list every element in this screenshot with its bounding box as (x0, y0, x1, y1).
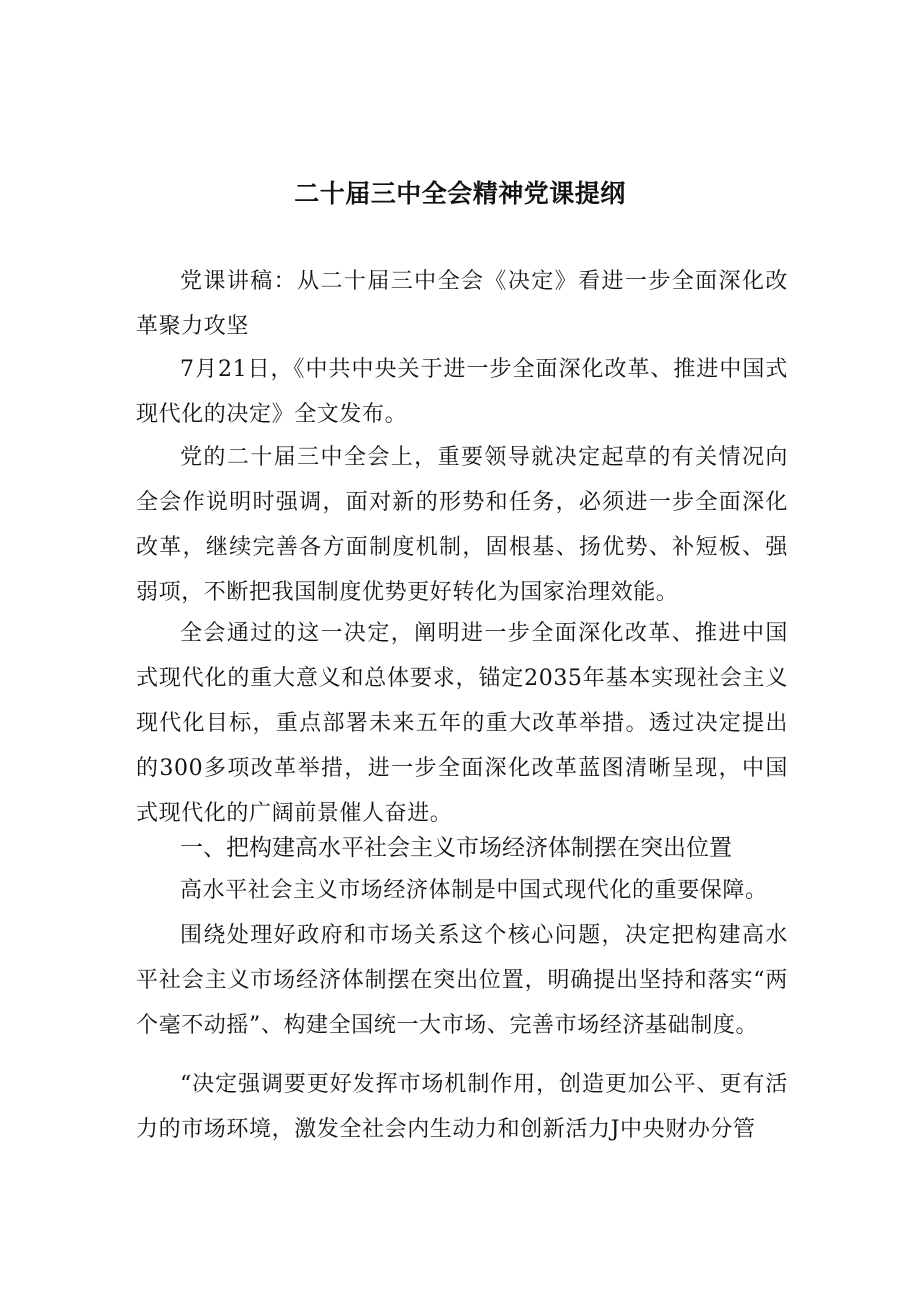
paragraph-lecture-subtitle: 党课讲稿：从二十届三中全会《决定》看进一步全面深化改革聚力攻坚 (136, 269, 788, 339)
paragraph-market-mechanism-quote: “决定强调要更好发挥市场机制作用，创造更加公平、更有活力的市场环境，激发全社会内生动力和创新活力J中央财办分管 (136, 1072, 788, 1142)
paragraph-release-date: 7月21日，《中共中央关于进一步全面深化改革、推进中国式现代化的决定》全文发布。 (136, 357, 788, 427)
paragraph-market-economy-guarantee: 高水平社会主义市场经济体制是中国式现代化的重要保障。 (180, 878, 768, 903)
document-title: 二十届三中全会精神党课提纲 (294, 179, 626, 208)
paragraph-plenum-explanation: 党的二十届三中全会上，重要领导就决定起草的有关情况向全会作说明时强调，面对新的形势和任务，必须进一步全面深化改革，继续完善各方面制度机制，固根基、扬优势、补短板、强弱项，不断把我国制度优势更好转化为国家治理效能。 (136, 445, 788, 605)
section-heading-market-economy: 一、把构建高水平社会主义市场经济体制摆在突出位置 (180, 835, 732, 861)
paragraph-government-market: 围绕处理好政府和市场关系这个核心问题，决定把构建高水平社会主义市场经济体制摆在突出位置，明确提出坚持和落实“两个毫不动摇”、构建全国统一大市场、完善市场经济基础制度。 (136, 923, 788, 1038)
paragraph-decision-summary: 全会通过的这一决定，阐明进一步全面深化改革、推进中国式现代化的重大意义和总体要求，锚定2035年基本实现社会主义现代化目标，重点部署未来五年的重大改革举措。透过决定提出的300多项改革举措，进一步全面深化改革蓝图清晰呈现，中国式现代化的广阔前景催人奋进。 (136, 621, 788, 826)
